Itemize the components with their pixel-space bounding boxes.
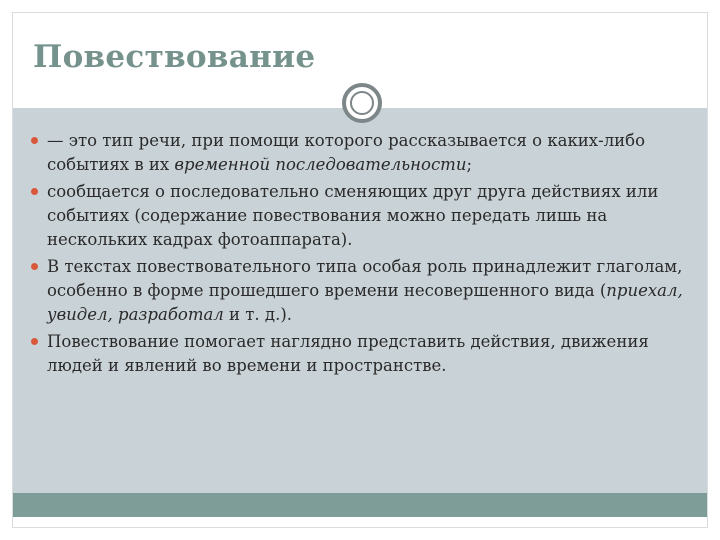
text-run: ; [466,155,473,174]
bottom-strip [13,493,707,517]
bullet-text [47,131,645,174]
bullet-list [31,129,691,381]
text-run: — это тип речи, при помощи которого рассказывается о каких-либо событиях в их [47,131,646,174]
bullet-item [31,255,691,327]
bullet-dot-icon [31,137,38,144]
bullet-item [31,180,691,252]
bullet-item [31,330,691,378]
bullet-text [47,257,683,324]
bullet-dot-icon [31,188,38,195]
bullet-item [31,129,691,177]
text-run-italic: временной последовательности [174,155,467,174]
circle-ornament-icon [342,83,382,123]
bullet-dot-icon [31,338,38,345]
text-run: и т. д.). [223,305,293,324]
text-run: Повествование помогает наглядно представить действия, движения людей и явлений во времени и пространстве. [47,332,649,375]
bullet-text [47,332,649,375]
text-run: В текстах повествовательного типа особая роль принадлежит глаголам, особенно в форме прошедшего времени несовершенного вида ( [47,257,683,300]
bullet-dot-icon [31,263,38,270]
slide-title: Повествование [33,39,316,75]
bullet-text [47,182,658,249]
slide [12,12,708,528]
text-run-italic: приехал, увидел, разработал [47,281,683,324]
text-run: сообщается о последовательно сменяющих друг друга действиях или событиях (содержание повествования можно передать лишь на нескольких кадрах фотоаппарата). [47,182,659,249]
